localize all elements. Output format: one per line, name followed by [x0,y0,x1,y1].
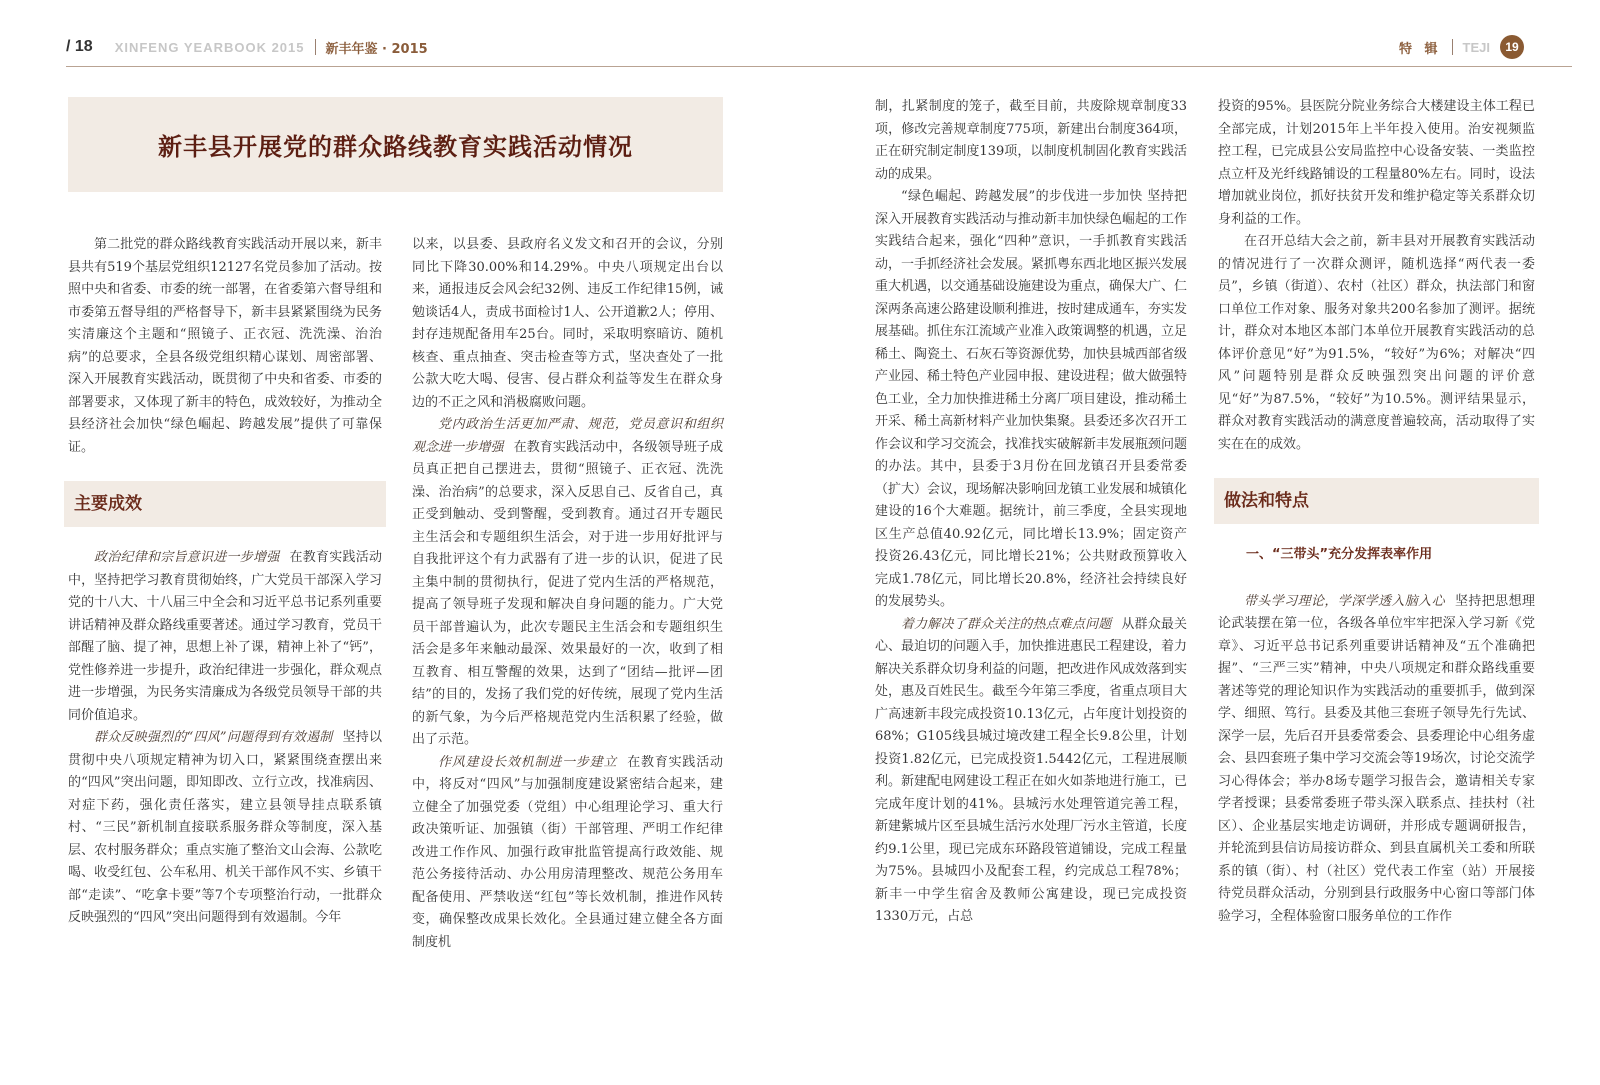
paragraph-lead: 政治纪律和宗旨意识进一步增强 [94,550,280,565]
paragraph [412,752,723,955]
paragraph [68,727,382,930]
column-1 [68,234,382,930]
paragraph [412,414,723,752]
yearbook-chinese-title: 新丰年鉴 · 2015 [325,41,428,57]
intro-paragraph: 第二批党的群众路线教育实践活动开展以来，新丰县共有519个基层党组织12127名党员参加了活动。按照中央和省委、市委的统一部署，在省委第六督导组和市委第五督导组的严格督导下，新丰县紧紧围绕为民务实清廉这个主题和“照镜子、正衣冠、洗洗澡、治治病”的总要求，全县各级党组织精心谋划、周密部署、深入开展教育实践活动，既贯彻了中央和省委、市委的部署要求，又体现了新丰的特色，成效较好，为推动全县经济社会加快“绿色崛起、跨越发展”提供了可靠保证。 [68,237,382,455]
paragraph-lead: 群众反映强烈的“四风”问题得到有效遏制 [94,730,333,745]
paragraph: 在召开总结大会之前，新丰县对开展教育实践活动的情况进行了一次群众测评，随机选择“两代表一委员”，乡镇（街道）、农村（社区）群众，执法部门和窗口单位工作对象、服务对象共200名参加了测评。据统计，群众对本地区本部门本单位开展教育实践活动的总体评价意见“好”为91.5%，“较好”为6%；对解决“四风”问题特别是群众反映强烈突出问题的评价意见“好”为87.5%，“较好”为10.5%。测评结果显示，群众对教育实践活动的满意度普遍较高，活动取得了实实在在的成效。 [1218,234,1535,452]
article-title: 新丰县开展党的群众路线教育实践活动情况 [158,132,633,161]
left-page-number: / 18 [66,38,93,55]
header-divider [315,39,316,55]
paragraph [1218,591,1535,929]
paragraph-continued: 以来，以县委、县政府名义发文和召开的会议，分别同比下降30.00%和14.29%。中央八项规定出台以来，通报违反会风会纪32例、违反工作纪律15例，诫勉谈话4人，责成书面检讨1人、公开道歉2人；停用、封存违规配备用车25台。同时，采取明察暗访、随机核查、重点抽查、突击检查等方式，坚决查处了一批公款大吃大喝、侵害、侵占群众利益等发生在群众身边的不正之风和消极腐败问题。 [412,237,723,410]
paragraph [875,614,1187,929]
point-heading: 一、“三带头”充分发挥表率作用 [1246,547,1433,562]
header-divider [1452,39,1453,55]
paragraph-lead: 作风建设长效机制进一步建立 [438,754,618,770]
left-page-header [66,36,428,58]
paragraph-body: 坚持把思想理论武装摆在第一位，各级各单位牢牢把深入学习新《党章》、习近平总书记系列重要讲话精神及“五个准确把握”、“三严三实”精神，中央八项规定和群众路线重要著述等党的理论知识作为实践活动的重要抓手，做到深学、细照、笃行。县委及其他三套班子领导先行先试、深学一层，先后召开县委常委会、县委理论中心组务虚会、县四套班子集中学习交流会等19场次，讨论交流学习心得体会；举办8场专题学习报告会，邀请相关专家学者授课；县委常委班子带头深入联系点、挂扶村（社区）、企业基层实地走访调研，并形成专题调研报告，并轮流到县信访局接访群众、到县直属机关工委和所联系的镇（街）、村（社区）党代表工作室（站）开展接待党员群众活动，分别到县行政服务中心窗口等部门体验学习，全程体验窗口服务单位的工作作 [1218,593,1535,924]
paragraph: “绿色崛起、跨越发展”的步伐进一步加快 坚持把深入开展教育实践活动与推动新丰加快绿色崛起的工作实践结合起来，强化“四种”意识，一手抓教育实践活动，一手抓经济社会发展。紧抓粤东西北地区振兴发展重大机遇，以交通基础设施建设为重点，确保大广、仁深两条高速公路建设顺利推进，按时建成通车，夯实发展基础。抓住东江流域产业准入政策调整的机遇，立足稀土、陶瓷土、石灰石等资源优势，加快县城西部省级产业园、稀土特色产业园申报、建设进程；做大做强特色工业，全力加快推进稀土分离厂项目建设，推动稀土开采、稀土高新材料产业加快集聚。县委还多次召开工作会议和学习交流会，找准找实破解新丰发展瓶颈问题的办法。其中，县委于3月份在回龙镇召开县委常委（扩大）会议，现场解决影响回龙镇工业发展和城镇化建设的16个大难题。据统计，前三季度，全县实现地区生产总值40.92亿元，同比增长13.9%；固定资产投资26.43亿元，同比增长21%；公共财政预算收入完成1.78亿元，同比增长20.8%，经济社会持续良好的发展势头。 [875,189,1188,609]
section-heading-main-results: 主要成效 [64,481,386,527]
right-page-number-badge: 19 [1500,35,1524,59]
column-4 [1218,96,1535,928]
paragraph-body: 从群众最关心、最迫切的问题入手，加快推进惠民工程建设，着力解决关系群众切身利益的问题，把改进作风成效落到实处，惠及百姓民生。截至今年第三季度，省重点项目大广高速新丰段完成投资10.13亿元，占年度计划投资的68%；G105线县城过境改建工程全长9.8公里，计划投资1.82亿元，已完成投资1.5442亿元，工程进展顺利。新建配电网建设工程正在如火如荼地进行施工，已完成年度计划的41%。县城污水处理管道完善工程，新建紫城片区至县城生活污水处理厂污水主管道，长度约9.1公里，现已完成东环路段管道铺设，完成工程量为75%。县城四小及配套工程，约完成总工程78%；新丰一中学生宿舍及教师公寓建设，现已完成投资1330万元，占总 [875,616,1188,924]
yearbook-english-title: XINFENG YEARBOOK 2015 [114,39,305,55]
paragraph-continued: 投资的95%。县医院分院业务综合大楼建设主体工程已全部完成，计划2015年上半年投入使用。治安视频监控工程，已完成县公安局监控中心设备安装、一类监控点立杆及光纤线路铺设的工程量80%左右。同时，设法增加就业岗位，抓好扶贫开发和维护稳定等关系群众切身利益的工作。 [1218,99,1535,227]
column-2 [412,234,723,954]
paragraph-lead: 着力解决了群众关注的热点难点问题 [901,616,1112,632]
paragraph-body: 在教育实践活动中，各级领导班子成员真正把自己摆进去，贯彻“照镜子、正衣冠、洗洗澡、治治病”的总要求，深入反思自己、反省自己，真正受到触动、受到警醒，受到教育。通过召开专题民主生活会和专题组织生活会，对于进一步用好批评与自我批评这个有力武器有了进一步的认识，促进了民主集中制的贯彻执行，促进了党内生活的严格规范，提高了领导班子发现和解决自身问题的能力。广大党员干部普遍认为，此次专题民主生活会和专题组织生活会是多年来触动最深、效果最好的一次，收到了相互教育、相互警醒的效果，达到了“团结—批评—团结”的目的，发扬了我们党的好传统，展现了党内生活的新气象，为今后严格规范党内生活积累了经验，做出了示范。 [412,439,723,747]
article-title-box [68,97,723,192]
paragraph-body: 坚持以贯彻中央八项规定精神为切入口，紧紧围绕查摆出来的“四风”突出问题，即知即改、立行立改，找准病因、对症下药，强化责任落实，建立县领导挂点联系镇村、“三民”新机制直接联系服务群众等制度，深入基层、农村服务群众；重点实施了整治文山会海、公款吃喝、收受红包、公车私用、机关干部作风不实、乡镇干部“走读”、“吃拿卡要”等7个专项整治行动，一批群众反映强烈的“四风”突出问题得到有效遏制。今年 [68,730,382,925]
paragraph-continued: 制，扎紧制度的笼子，截至目前，共废除规章制度33项，修改完善规章制度775项，新建出台制度364项，正在研究制定制度139项，以制度机制固化教育实践活动的成果。 [875,99,1187,182]
right-page-header [1399,36,1524,58]
paragraph-body: 在教育实践活动中，坚持把学习教育贯彻始终，广大党员干部深入学习党的十八大、十八届三中全会和习近平总书记系列重要讲话精神及群众路线重要著述。通过学习教育，党员干部醒了脑、提了神，思想上补了课，精神上补了“钙”，党性修养进一步提升，政治纪律进一步强化，群众观点进一步增强，为民务实清廉成为各级党员领导干部的共同价值追求。 [68,550,382,723]
section-heading-methods: 做法和特点 [1214,478,1539,524]
paragraph-lead: 党内政治生活更加严肃、规范，党员意识和组织观念进一步增强 [412,417,723,455]
section-english-label: TEJI [1462,39,1490,55]
paragraph-lead: 带头学习理论，学深学透入脑入心 [1244,593,1445,609]
paragraph-body: 在教育实践活动中，将反对“四风”与加强制度建设紧密结合起来，建立健全了加强党委（党组）中心组理论学习、重大行政决策听证、加强镇（街）干部管理、严明工作纪律改进工作作风、加强行政审批监管提高行政效能、规范公务接待活动、办公用房清理整改、规范公务用车配备使用、严禁收送“红包”等长效机制，推进作风转变，确保整改成果长效化。全县通过建立健全各方面制度机 [412,754,723,950]
paragraph [68,547,382,727]
header-rule [66,66,1572,67]
column-3 [875,96,1187,929]
section-chinese-label: 特 辑 [1399,41,1442,57]
